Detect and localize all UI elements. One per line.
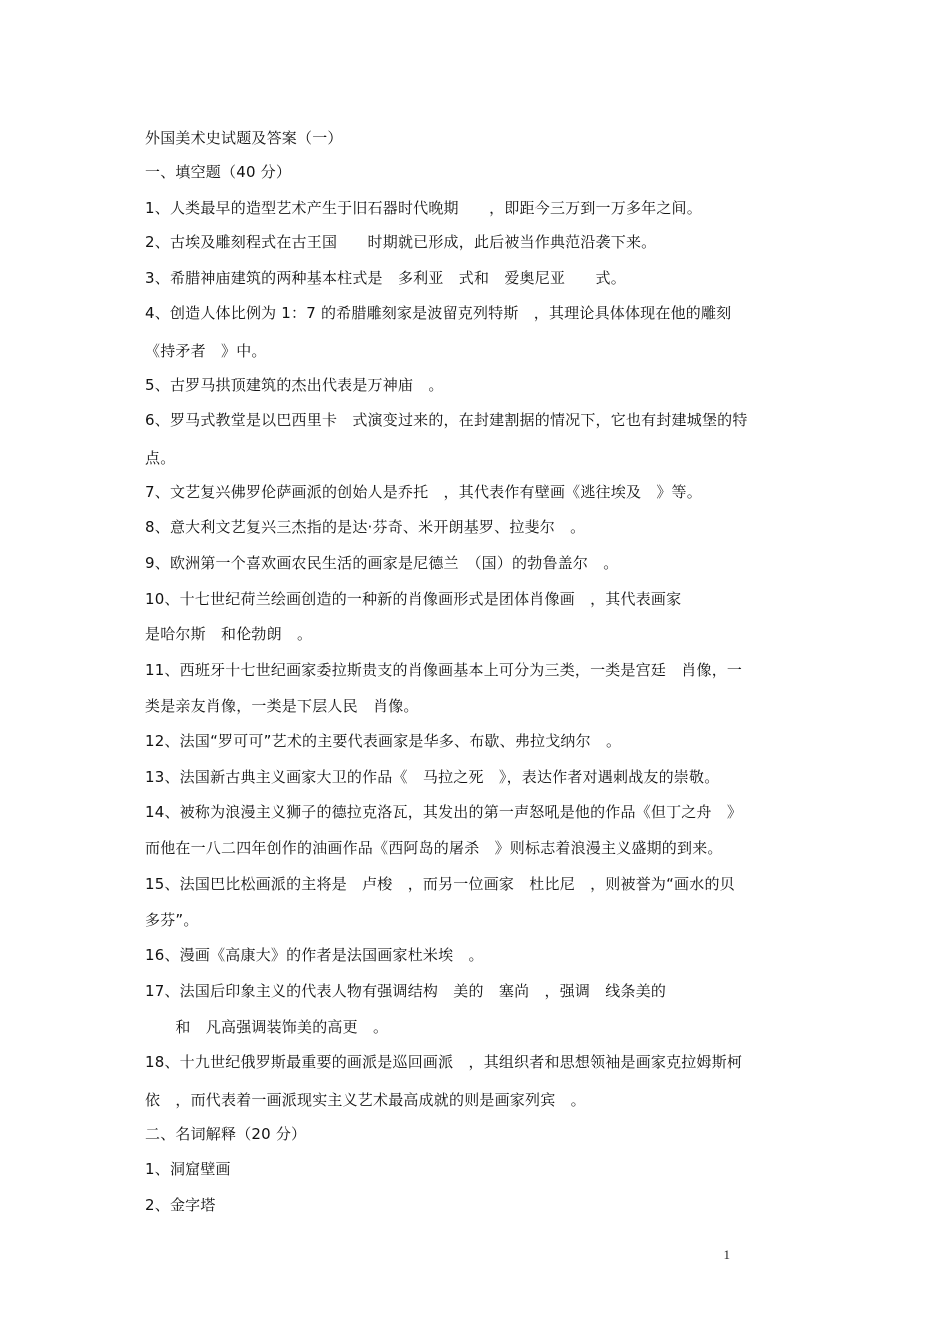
question-17-line-2: 和 凡高强调装饰美的高更 。	[145, 1018, 389, 1036]
question-15-line-1: 15、法国巴比松画派的主将是 卢梭 ，而另一位画家 杜比尼 ，则被誉为“画水的贝	[145, 875, 735, 893]
question-10-line-1: 10、十七世纪荷兰绘画创造的一种新的肖像画形式是团体肖像画 ，其代表画家	[145, 590, 682, 608]
question-10-line-2: 是哈尔斯 和伦勃朗 。	[145, 625, 313, 643]
term-1: 1、洞窟壁画	[145, 1160, 231, 1178]
question-7: 7、文艺复兴佛罗伦萨画派的创始人是乔托 ，其代表作有壁画《逃往埃及 》等。	[145, 483, 702, 501]
question-14-line-2: 而他在一八二四年创作的油画作品《西阿岛的屠杀 》则标志着浪漫主义盛期的到来。	[145, 839, 723, 857]
question-4-line-1: 4、创造人体比例为 1：7 的希腊雕刻家是波留克列特斯 ，其理论具体体现在他的雕刻	[145, 304, 732, 322]
page-number: 1	[723, 1247, 730, 1262]
question-6-line-2: 点。	[145, 449, 176, 467]
question-5: 5、古罗马拱顶建筑的杰出代表是万神庙 。	[145, 376, 444, 394]
question-3: 3、希腊神庙建筑的两种基本柱式是 多利亚 式和 爱奥尼亚 式。	[145, 269, 626, 287]
question-9: 9、欧洲第一个喜欢画农民生活的画家是尼德兰 （国）的勃鲁盖尔 。	[145, 554, 619, 572]
question-17-line-1: 17、法国后印象主义的代表人物有强调结构 美的 塞尚 ，强调 线条美的	[145, 982, 667, 1000]
question-8: 8、意大利文艺复兴三杰指的是达·芬奇、米开朗基罗、拉斐尔 。	[145, 518, 586, 536]
question-6-line-1: 6、罗马式教堂是以巴西里卡 式演变过来的，在封建割据的情况下，它也有封建城堡的特	[145, 411, 748, 429]
question-16: 16、漫画《高康大》的作者是法国画家杜米埃 。	[145, 946, 484, 964]
document-title: 外国美术史试题及答案（一）	[145, 129, 343, 147]
question-14-line-1: 14、被称为浪漫主义狮子的德拉克洛瓦，其发出的第一声怒吼是他的作品《但丁之舟 》	[145, 803, 743, 821]
question-18-line-1: 18、十九世纪俄罗斯最重要的画派是巡回画派 ，其组织者和思想领袖是画家克拉姆斯柯	[145, 1053, 743, 1071]
question-18-line-2: 依 ，而代表着一画派现实主义艺术最高成就的则是画家列宾 。	[145, 1091, 586, 1109]
question-1: 1、人类最早的造型艺术产生于旧石器时代晚期 ，即距今三万到一万多年之间。	[145, 199, 702, 217]
section-heading-terms: 二、名词解释（20 分）	[145, 1125, 307, 1143]
question-4-line-2: 《持矛者 》中。	[145, 342, 267, 360]
question-15-line-2: 多芬”。	[145, 911, 199, 929]
question-11-line-1: 11、西班牙十七世纪画家委拉斯贵支的肖像画基本上可分为三类，一类是宫廷 肖像，一	[145, 661, 743, 679]
question-13: 13、法国新古典主义画家大卫的作品《 马拉之死 》，表达作者对遇刺战友的崇敬。	[145, 768, 720, 786]
question-12: 12、法国“罗可可”艺术的主要代表画家是华多、布歇、弗拉戈纳尔 。	[145, 732, 622, 750]
section-heading-fill-blank: 一、填空题（40 分）	[145, 163, 292, 181]
term-2: 2、金字塔	[145, 1196, 216, 1214]
question-11-line-2: 类是亲友肖像，一类是下层人民 肖像。	[145, 697, 419, 715]
question-2: 2、古埃及雕刻程式在古王国 时期就已形成，此后被当作典范沿袭下来。	[145, 233, 657, 251]
